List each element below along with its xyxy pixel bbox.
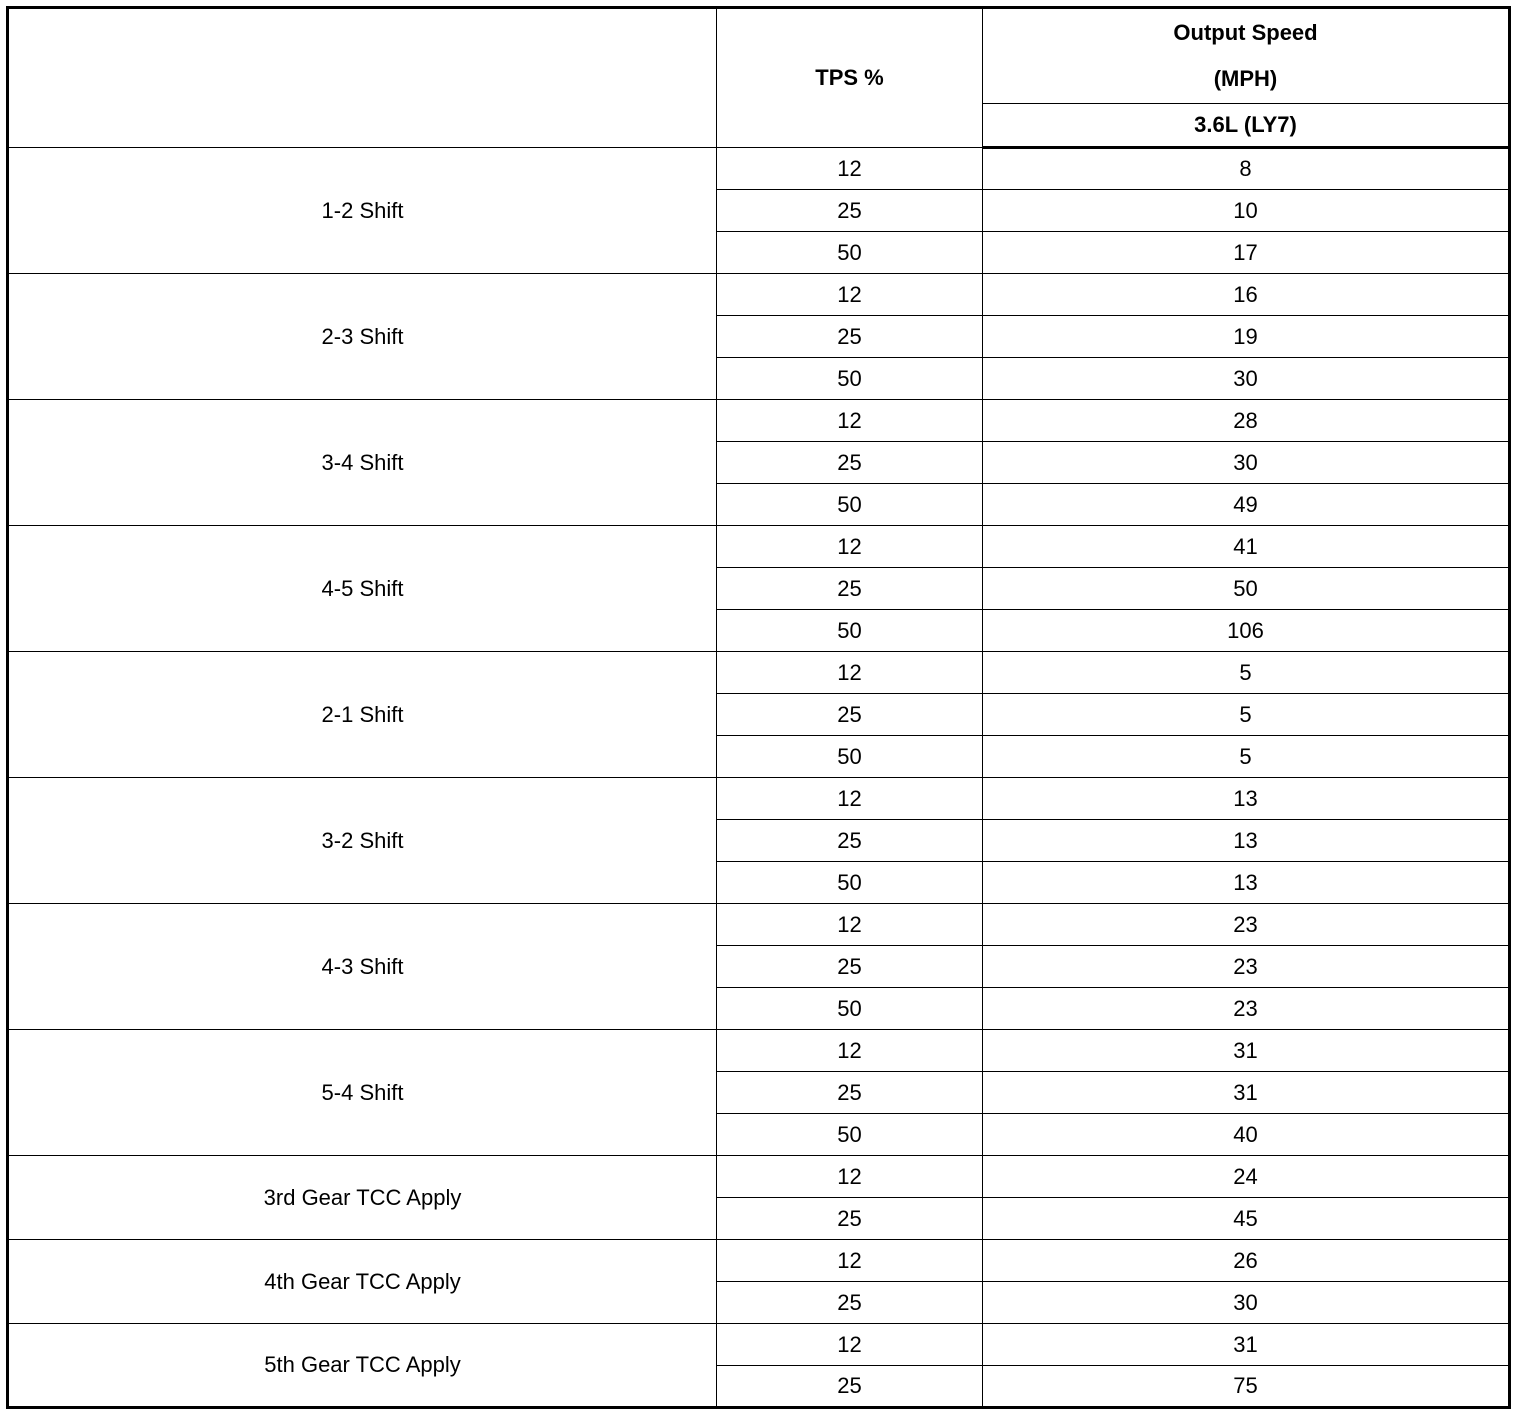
table-row bbox=[8, 148, 1510, 190]
tps-cell: 50 bbox=[717, 988, 983, 1030]
tps-cell: 50 bbox=[717, 736, 983, 778]
output-speed-cell: 30 bbox=[983, 442, 1510, 484]
header-output-speed bbox=[983, 8, 1510, 104]
shift-name-cell: 1-2 Shift bbox=[8, 148, 717, 274]
tps-cell: 12 bbox=[717, 1156, 983, 1198]
table-row bbox=[8, 1324, 1510, 1366]
output-speed-cell: 10 bbox=[983, 190, 1510, 232]
output-speed-cell: 23 bbox=[983, 946, 1510, 988]
shift-name-cell: 4th Gear TCC Apply bbox=[8, 1240, 717, 1324]
output-speed-cell: 30 bbox=[983, 358, 1510, 400]
tps-cell: 12 bbox=[717, 904, 983, 946]
tps-cell: 50 bbox=[717, 484, 983, 526]
tps-cell: 12 bbox=[717, 778, 983, 820]
output-speed-cell: 5 bbox=[983, 694, 1510, 736]
header-tps: TPS % bbox=[717, 8, 983, 148]
output-speed-cell: 31 bbox=[983, 1324, 1510, 1366]
output-speed-cell: 19 bbox=[983, 316, 1510, 358]
output-speed-cell: 26 bbox=[983, 1240, 1510, 1282]
output-speed-cell: 13 bbox=[983, 862, 1510, 904]
table-row bbox=[8, 400, 1510, 442]
tps-cell: 12 bbox=[717, 274, 983, 316]
output-speed-cell: 8 bbox=[983, 148, 1510, 190]
header-output-speed-line1: Output Speed bbox=[1173, 20, 1318, 45]
header-blank-cell bbox=[8, 8, 717, 148]
table-row bbox=[8, 652, 1510, 694]
output-speed-cell: 13 bbox=[983, 820, 1510, 862]
tps-cell: 12 bbox=[717, 526, 983, 568]
tps-cell: 25 bbox=[717, 1198, 983, 1240]
tps-cell: 25 bbox=[717, 1072, 983, 1114]
tps-cell: 50 bbox=[717, 358, 983, 400]
tps-cell: 50 bbox=[717, 232, 983, 274]
tps-cell: 25 bbox=[717, 1282, 983, 1324]
output-speed-cell: 17 bbox=[983, 232, 1510, 274]
output-speed-cell: 24 bbox=[983, 1156, 1510, 1198]
shift-name-cell: 5-4 Shift bbox=[8, 1030, 717, 1156]
table-row bbox=[8, 1030, 1510, 1072]
tps-cell: 25 bbox=[717, 820, 983, 862]
output-speed-cell: 41 bbox=[983, 526, 1510, 568]
tps-cell: 12 bbox=[717, 1240, 983, 1282]
tps-cell: 50 bbox=[717, 862, 983, 904]
tps-cell: 25 bbox=[717, 946, 983, 988]
output-speed-cell: 31 bbox=[983, 1030, 1510, 1072]
output-speed-cell: 31 bbox=[983, 1072, 1510, 1114]
tps-cell: 25 bbox=[717, 316, 983, 358]
output-speed-cell: 23 bbox=[983, 988, 1510, 1030]
shift-name-cell: 3-2 Shift bbox=[8, 778, 717, 904]
table-row bbox=[8, 904, 1510, 946]
tps-cell: 25 bbox=[717, 1366, 983, 1408]
shift-name-cell: 4-5 Shift bbox=[8, 526, 717, 652]
output-speed-cell: 45 bbox=[983, 1198, 1510, 1240]
output-speed-cell: 16 bbox=[983, 274, 1510, 316]
tps-cell: 25 bbox=[717, 442, 983, 484]
header-engine: 3.6L (LY7) bbox=[983, 104, 1510, 148]
table-row bbox=[8, 1156, 1510, 1198]
output-speed-cell: 30 bbox=[983, 1282, 1510, 1324]
header-output-speed-units: (MPH) bbox=[1213, 66, 1278, 91]
table-header bbox=[8, 8, 1510, 148]
shift-name-cell: 4-3 Shift bbox=[8, 904, 717, 1030]
output-speed-cell: 75 bbox=[983, 1366, 1510, 1408]
tps-cell: 25 bbox=[717, 568, 983, 610]
table-row bbox=[8, 526, 1510, 568]
output-speed-cell: 106 bbox=[983, 610, 1510, 652]
shift-speed-table bbox=[6, 6, 1511, 1409]
tps-cell: 25 bbox=[717, 190, 983, 232]
output-speed-cell: 5 bbox=[983, 736, 1510, 778]
tps-cell: 50 bbox=[717, 1114, 983, 1156]
tps-cell: 12 bbox=[717, 652, 983, 694]
shift-name-cell: 3-4 Shift bbox=[8, 400, 717, 526]
output-speed-cell: 50 bbox=[983, 568, 1510, 610]
table-row bbox=[8, 1240, 1510, 1282]
shift-name-cell: 3rd Gear TCC Apply bbox=[8, 1156, 717, 1240]
shift-name-cell: 2-1 Shift bbox=[8, 652, 717, 778]
tps-cell: 12 bbox=[717, 400, 983, 442]
shift-name-cell: 5th Gear TCC Apply bbox=[8, 1324, 717, 1408]
output-speed-cell: 28 bbox=[983, 400, 1510, 442]
table-row bbox=[8, 778, 1510, 820]
table-body bbox=[8, 148, 1510, 1408]
tps-cell: 12 bbox=[717, 1324, 983, 1366]
output-speed-cell: 40 bbox=[983, 1114, 1510, 1156]
tps-cell: 12 bbox=[717, 1030, 983, 1072]
tps-cell: 25 bbox=[717, 694, 983, 736]
shift-name-cell: 2-3 Shift bbox=[8, 274, 717, 400]
table-row bbox=[8, 274, 1510, 316]
output-speed-cell: 23 bbox=[983, 904, 1510, 946]
output-speed-cell: 5 bbox=[983, 652, 1510, 694]
output-speed-cell: 13 bbox=[983, 778, 1510, 820]
output-speed-cell: 49 bbox=[983, 484, 1510, 526]
tps-cell: 50 bbox=[717, 610, 983, 652]
tps-cell: 12 bbox=[717, 148, 983, 190]
